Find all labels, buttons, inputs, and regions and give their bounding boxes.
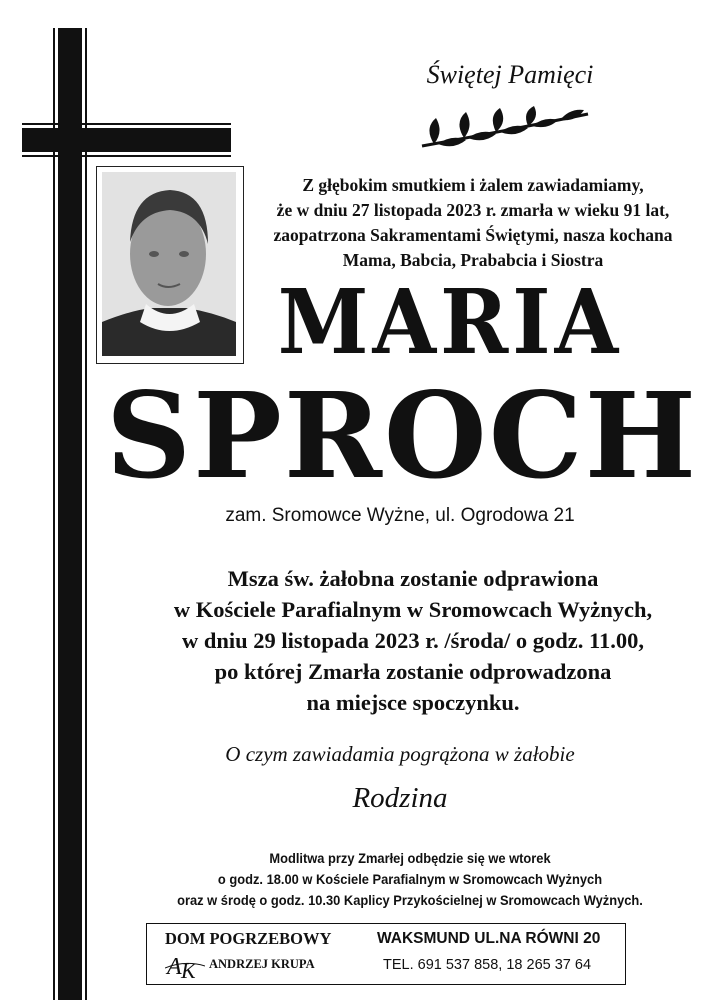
prayer-line: oraz w środę o godz. 10.30 Kaplicy Przykościelnej w Sromowcach Wyżnych. [177, 892, 643, 908]
intro-line: Mama, Babcia, Prababcia i Siostra [342, 250, 604, 270]
funeral-home-box [146, 923, 626, 985]
cross-outline-bottom [22, 155, 231, 157]
deceased-last-name: SPROCH [105, 366, 699, 505]
svg-text:K: K [181, 958, 196, 980]
portrait-photo [102, 172, 236, 356]
portrait-frame [96, 166, 244, 364]
mass-line: w Kościele Parafialnym w Sromowcach Wyżnych, [173, 597, 653, 622]
funeral-home-phone: TEL. 691 537 858, 18 265 37 64 [383, 957, 592, 973]
mass-line: po której Zmarła zostanie odprowadzona [214, 659, 612, 684]
intro-text [248, 173, 698, 273]
family-signature: Rodzina [352, 782, 448, 814]
deceased-first-name: MARIA [277, 271, 623, 375]
funeral-home-address: WAKSMUND UL.NA RÓWNI 20 [377, 930, 601, 947]
mourning-text: O czym zawiadamia pogrążona w żałobie [225, 742, 575, 766]
intro-line: że w dniu 27 listopada 2023 r. zmarła w wieku 91 lat, [276, 200, 670, 220]
laurel-branch-icon [420, 106, 590, 152]
memory-title: Świętej Pamięci [426, 60, 594, 89]
mass-line: Msza św. żałobna zostanie odprawiona [227, 566, 599, 591]
svg-text:A: A [167, 954, 182, 980]
mass-line: w dniu 29 listopada 2023 r. /środa/ o godz. 11.00, [182, 628, 644, 653]
funeral-home-owner: ANDRZEJ KRUPA [209, 957, 315, 971]
cross-vertical-beam [58, 28, 82, 1000]
prayer-info [134, 848, 686, 911]
cross-horizontal-beam [22, 128, 231, 152]
prayer-line: Modlitwa przy Zmarłej odbędzie się we wtorek [269, 850, 551, 866]
cross-outline-right [85, 28, 87, 1000]
intro-line: Z głębokim smutkiem i żalem zawiadamiamy, [302, 175, 644, 195]
funeral-home-logo-icon [165, 952, 205, 980]
deceased-address: zam. Sromowce Wyżne, ul. Ogrodowa 21 [225, 505, 575, 526]
prayer-line: o godz. 18.00 w Kościele Parafialnym w Sromowcach Wyżnych [217, 871, 603, 887]
mass-line: na miejsce spoczynku. [306, 690, 520, 715]
intro-line: zaopatrzona Sakramentami Świętymi, nasza kochana [273, 225, 673, 245]
cross-outline-top [22, 123, 231, 125]
cross-outline-left [53, 28, 55, 1000]
portrait-icon [102, 172, 236, 356]
funeral-home-name: DOM POGRZEBOWY [165, 929, 332, 948]
mass-info [118, 563, 708, 718]
